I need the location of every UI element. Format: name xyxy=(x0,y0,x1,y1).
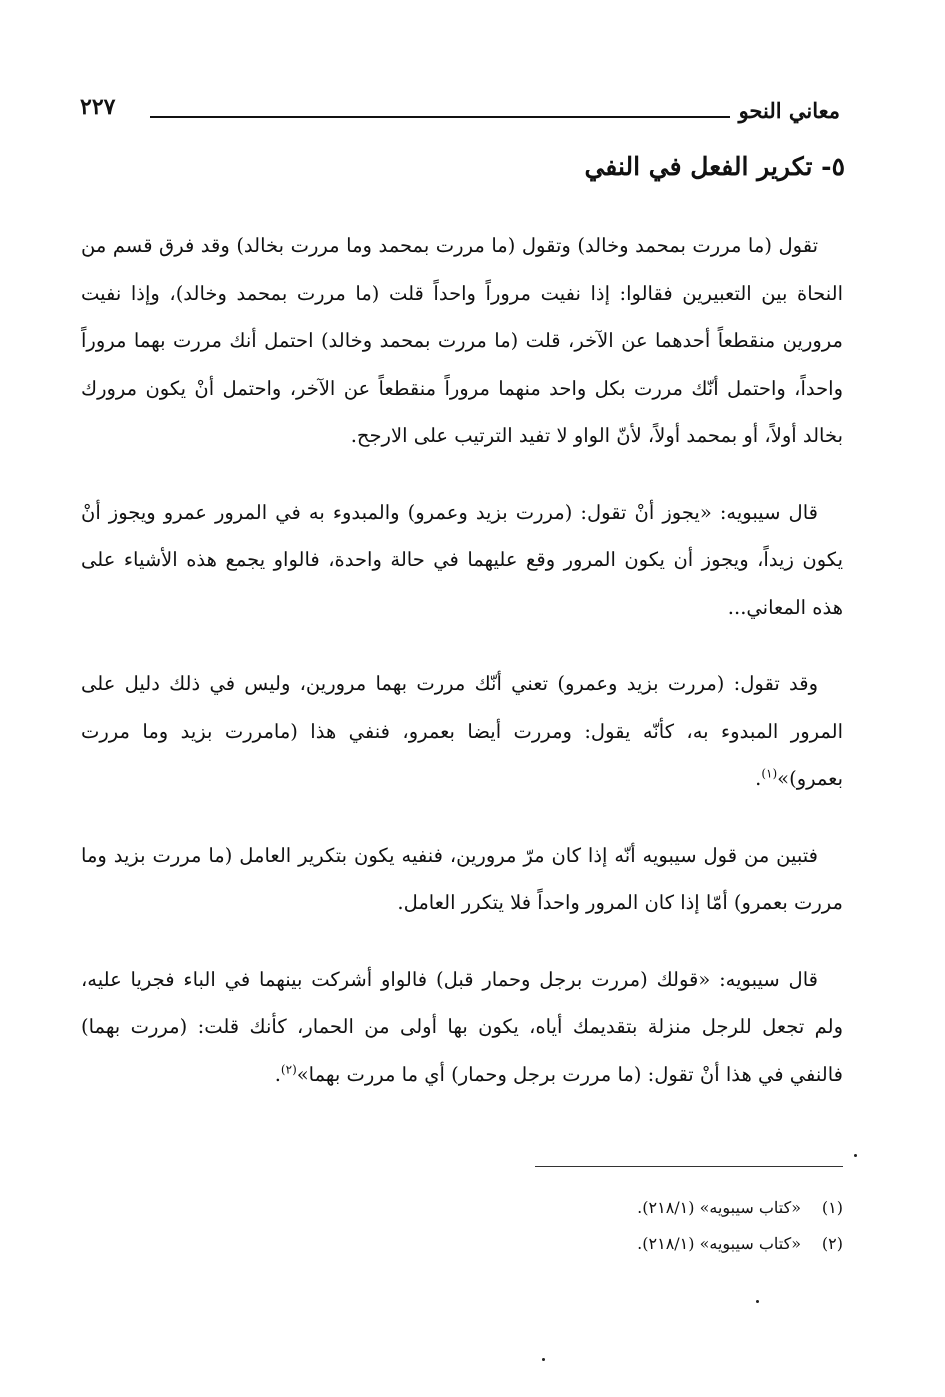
header-rule xyxy=(150,116,730,118)
paragraph-text: وقد تقول: (مررت بزيد وعمرو) تعني أنّك مررت بهما مرورين، وليس في ذلك دليل على المرور المبدوء به، كأنّه يقول: ومررت أيضا بعمرو، فنفي هذا (مامررت بزيد وما مررت بعمرو)» xyxy=(81,672,843,790)
paragraph xyxy=(81,956,843,1099)
scan-speck xyxy=(756,1300,759,1303)
footnote-ref: (٢) xyxy=(280,1062,297,1076)
footnote-separator xyxy=(535,1166,843,1167)
scan-speck xyxy=(854,1154,857,1157)
footnote-text: «كتاب سيبويه» (٢١٨/١). xyxy=(637,1234,801,1253)
paragraph xyxy=(81,660,843,803)
footnote-mark: (١) xyxy=(821,1198,843,1217)
paragraph-text: قال سيبويه: «قولك (مررت برجل وحمار قبل) فالواو أشركت بينهما في الباء فجريا عليه، ولم تجعل للرجل منزلة بتقديمك أياه، يكون بها أولى من الحمار، كأنك قلت: (مررت بهما) فالنفي في هذا أنْ تقول: (ما مررت برجل وحمار) أي ما مررت بهما» xyxy=(81,967,843,1086)
footnotes xyxy=(443,1190,843,1262)
footnote-mark: (٢) xyxy=(821,1234,843,1253)
footnote-text: «كتاب سيبويه» (٢١٨/١). xyxy=(637,1198,801,1217)
scan-speck xyxy=(542,1358,545,1361)
body-text xyxy=(81,222,843,1127)
footnote xyxy=(443,1226,843,1262)
footnote-ref: (١) xyxy=(761,766,778,781)
paragraph: فتبين من قول سيبويه أنّه إذا كان مرّ مرورين، فنفيه يكون بتكرير العامل (ما مررت بزيد وما مررت بعمرو) أمّا إذا كان المرور واحداً فلا يتكرر العامل. xyxy=(81,843,843,914)
book-title: معاني النحو xyxy=(738,98,840,123)
footnote xyxy=(443,1190,843,1226)
paragraph: تقول (ما مررت بمحمد وخالد) وتقول (ما مررت بمحمد وما مررت بخالد) وقد فرق قسم من النحاة بين التعبيرين فقالوا: إذا نفيت مروراً واحداً قلت (ما مررت بمحمد وخالد)، وإذا نفيت مرورين منقطعاً أحدهما عن الآخر، قلت (ما مررت بمحمد وخالد) احتمل أنك مررت بهما مروراً واحداً، واحتمل أنّك مررت بكل واحد منهما مروراً منقطعاً عن الآخر، واحتمل أنْ يكون مرورك بخالد أولاً، أو بمحمد أولاً، لأنّ الواو لا تفيد الترتيب على الارجح. xyxy=(81,234,843,447)
section-heading: ٥- تكرير الفعل في النفي xyxy=(584,152,845,181)
running-header xyxy=(80,92,840,132)
paragraph: قال سيبويه: «يجوز أنْ تقول: (مررت بزيد وعمرو) والمبدوء به في المرور عمرو ويجوز أنْ يكون زيداً، ويجوز أن يكون المرور وقع عليهما في حالة واحدة، فالواو يجمع هذه الأشياء على هذه المعاني... xyxy=(81,500,843,619)
page-number: ٢٢٧ xyxy=(80,94,116,120)
paragraph-end: . xyxy=(274,1062,281,1086)
paragraph-end: . xyxy=(755,767,762,790)
